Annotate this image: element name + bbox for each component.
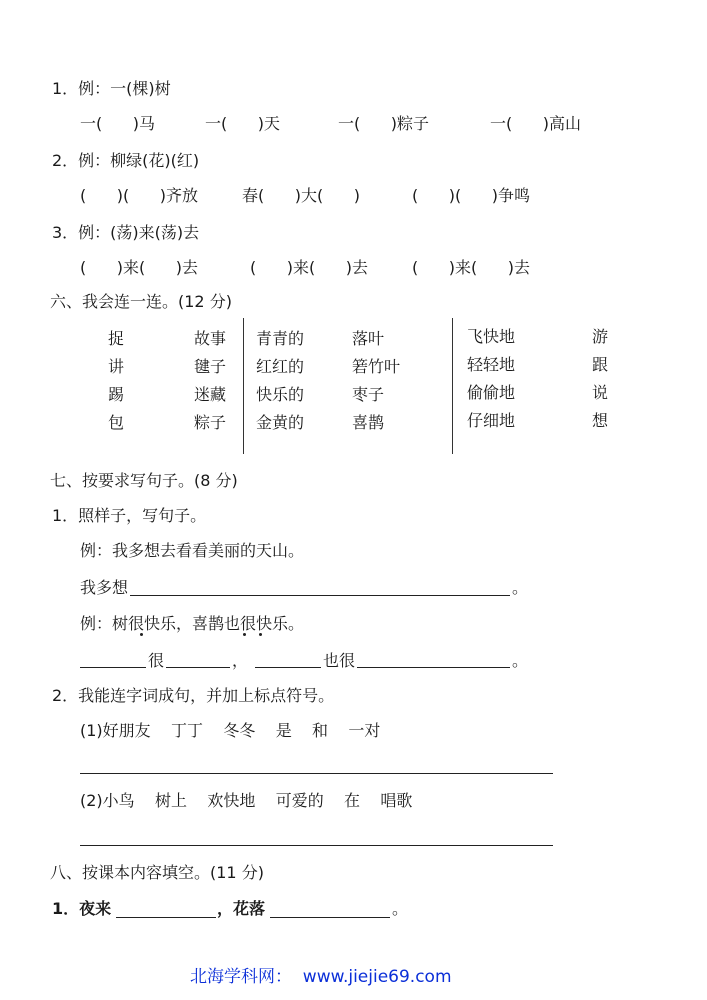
item3-example: 3．例：(荡)来(荡)去 [52, 223, 200, 242]
match-c3-left-4[interactable]: 仔细地 [467, 411, 516, 430]
emphasis-dot [259, 633, 262, 636]
item1-blank-2[interactable]: 一( )天 [205, 114, 281, 133]
match-c2-left-3[interactable]: 快乐的 [256, 385, 305, 404]
footer-website[interactable]: 北海学科网： www.jiejie69.com [190, 967, 452, 987]
s7-q2-item2: (2)小鸟 树上 欢快地 可爱的 在 唱歌 [80, 791, 413, 810]
s7-q1-comma: ， [232, 651, 249, 670]
match-c2-right-3[interactable]: 枣子 [352, 385, 385, 404]
match-c2-left-2[interactable]: 红红的 [256, 357, 305, 376]
s7-q1-end2: 。 [512, 651, 529, 670]
s7-q2-answer2-line[interactable] [80, 845, 553, 846]
match-c3-left-3[interactable]: 偷偷地 [467, 383, 516, 402]
match-c1-left-2[interactable]: 讲 [108, 357, 125, 376]
s8-q1-mid: ，花落 [217, 899, 266, 918]
item1-blank-1[interactable]: 一( )马 [80, 114, 156, 133]
s7-q1-blank-a[interactable] [80, 667, 146, 668]
s7-q2-label: 2．我能连字词成句，并加上标点符号。 [52, 686, 335, 705]
match-c2-left-4[interactable]: 金黄的 [256, 413, 305, 432]
s7-q1-end1: 。 [512, 578, 529, 597]
match-c2-right-2[interactable]: 箬竹叶 [352, 357, 401, 376]
s7-q2-item1: (1)好朋友 丁丁 冬冬 是 和 一对 [80, 721, 381, 740]
divider-2 [452, 318, 453, 454]
s7-q2-answer1-line[interactable] [80, 773, 553, 774]
item2-example: 2．例：柳绿(花)(红) [52, 151, 200, 170]
match-c1-left-3[interactable]: 踢 [108, 385, 125, 404]
match-c2-right-4[interactable]: 喜鹊 [352, 413, 385, 432]
s7-q1-word-hen: 很 [148, 651, 165, 670]
item3-blank-3[interactable]: ( )来( )去 [412, 258, 531, 277]
match-c3-right-3[interactable]: 说 [592, 383, 609, 402]
match-c3-right-1[interactable]: 游 [592, 327, 609, 346]
s7-q1-prompt1: 我多想 [80, 578, 129, 597]
match-c1-right-1[interactable]: 故事 [194, 329, 227, 348]
item1-blank-4[interactable]: 一( )高山 [490, 114, 582, 133]
s7-q1-blank-c[interactable] [255, 667, 321, 668]
s8-q1-blank-2[interactable] [270, 917, 390, 918]
s7-q1-example1: 例：我多想去看看美丽的天山。 [80, 541, 305, 560]
match-c1-right-3[interactable]: 迷藏 [194, 385, 227, 404]
s8-q1-blank-1[interactable] [116, 917, 216, 918]
s7-q1-blank-b[interactable] [166, 667, 230, 668]
item1-example: 1．例：一(棵)树 [52, 79, 171, 98]
match-c3-left-1[interactable]: 飞快地 [467, 327, 516, 346]
emphasis-dot [140, 633, 143, 636]
match-c1-right-4[interactable]: 粽子 [194, 413, 227, 432]
item2-blank-3[interactable]: ( )( )争鸣 [412, 186, 531, 205]
match-c1-right-2[interactable]: 毽子 [194, 357, 227, 376]
emphasis-dot [243, 633, 246, 636]
match-c3-left-2[interactable]: 轻轻地 [467, 355, 516, 374]
divider-1 [243, 318, 244, 454]
match-c1-left-1[interactable]: 捉 [108, 329, 125, 348]
match-c2-left-1[interactable]: 青青的 [256, 329, 305, 348]
section7-title: 七、按要求写句子。(8 分) [50, 471, 238, 490]
match-c2-right-1[interactable]: 落叶 [352, 329, 385, 348]
s7-q1-label: 1．照样子，写句子。 [52, 506, 207, 525]
s8-q1-end: 。 [392, 899, 409, 918]
s7-q1-word-yehen: 也很 [323, 651, 356, 670]
s7-q1-blank-d[interactable] [357, 667, 510, 668]
s8-q1-label: 1．夜来 [52, 899, 112, 918]
match-c1-left-4[interactable]: 包 [108, 413, 125, 432]
item2-blank-2[interactable]: 春( )大( ) [242, 186, 361, 205]
match-c3-right-2[interactable]: 跟 [592, 355, 609, 374]
match-c3-right-4[interactable]: 想 [592, 411, 609, 430]
s7-q1-answer1-line[interactable] [130, 595, 510, 596]
section6-title: 六、我会连一连。(12 分) [50, 292, 232, 311]
item3-blank-1[interactable]: ( )来( )去 [80, 258, 199, 277]
section8-title: 八、按课本内容填空。(11 分) [50, 863, 264, 882]
item2-blank-1[interactable]: ( )( )齐放 [80, 186, 199, 205]
s7-q1-example2: 例：树很快乐，喜鹊也很快乐。 [80, 614, 305, 633]
item1-blank-3[interactable]: 一( )粽子 [338, 114, 430, 133]
item3-blank-2[interactable]: ( )来( )去 [250, 258, 369, 277]
